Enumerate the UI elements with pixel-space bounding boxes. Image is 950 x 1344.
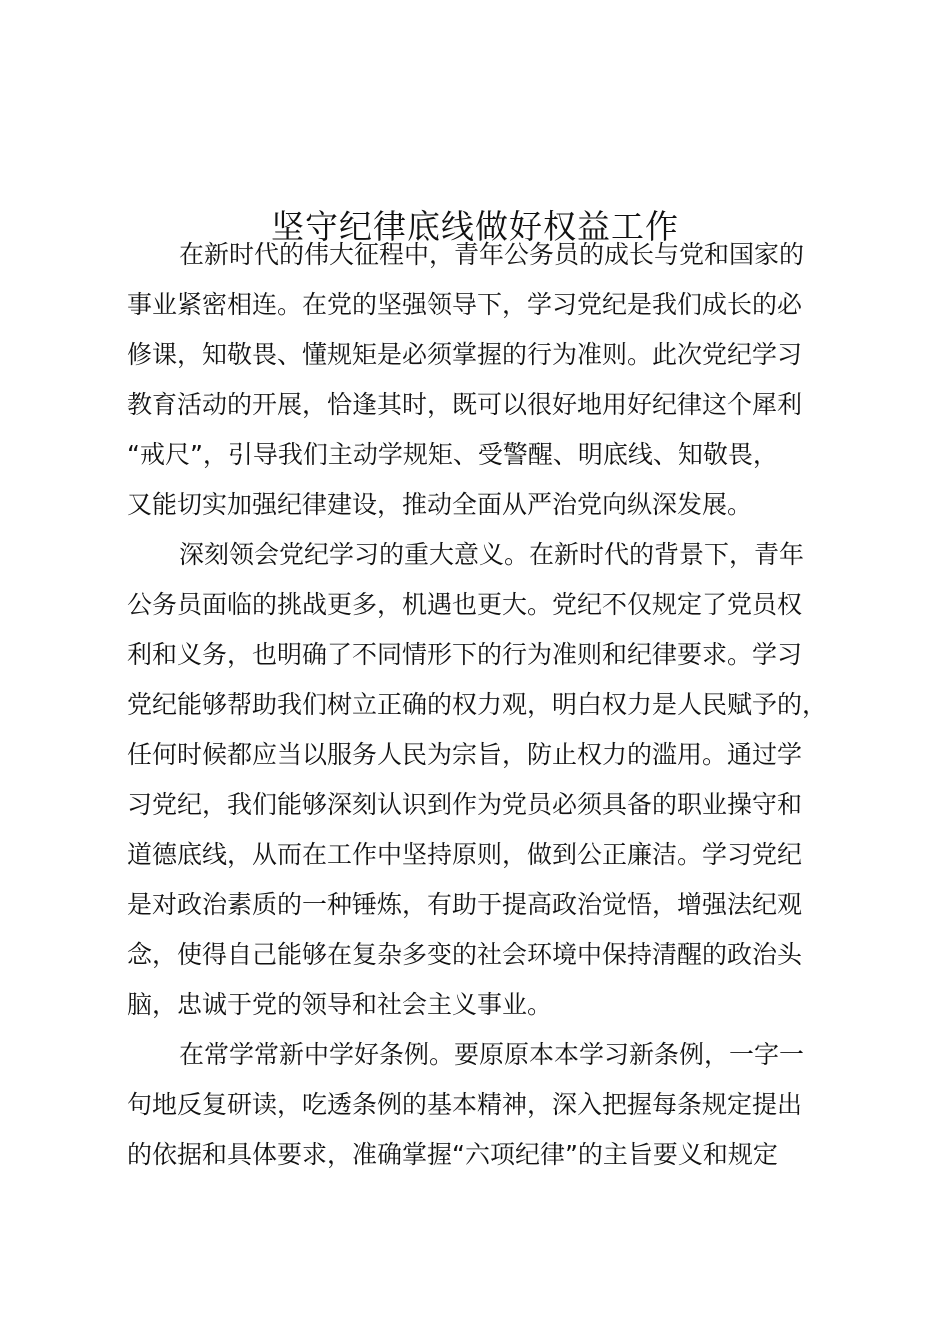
paragraph-3: [127, 1030, 847, 1180]
text-line: 事业紧密相连。在党的坚强领导下，学习党纪是我们成长的必: [127, 290, 803, 319]
text-line: 深刻领会党纪学习的重大意义。在新时代的背景下，青年: [179, 540, 805, 569]
text-line: 习党纪，我们能够深刻认识到作为党员必须具备的职业操守和: [127, 790, 803, 819]
text-line: 公务员面临的挑战更多，机遇也更大。党纪不仅规定了党员权: [127, 590, 803, 619]
text-line: 在常学常新中学好条例。要原原本本学习新条例，一字一: [179, 1040, 805, 1069]
text-line: 又能切实加强纪律建设，推动全面从严治党向纵深发展。: [127, 490, 753, 519]
text-line: 党纪能够帮助我们树立正确的权力观，明白权力是人民赋予的，: [127, 690, 828, 719]
text-line: “戒尺”，引导我们主动学规矩、受警醒、明底线、知敬畏，: [127, 440, 778, 469]
text-line: 利和义务，也明确了不同情形下的行为准则和纪律要求。学习: [127, 640, 803, 669]
document-body: [127, 230, 847, 1180]
text-line: 在新时代的伟大征程中，青年公务员的成长与党和国家的: [179, 240, 805, 269]
text-line: 是对政治素质的一种锤炼，有助于提高政治觉悟，增强法纪观: [127, 890, 803, 919]
text-line: 的依据和具体要求，准确掌握“六项纪律”的主旨要义和规定: [127, 1140, 778, 1169]
text-line: 任何时候都应当以服务人民为宗旨，防止权力的滥用。通过学: [127, 740, 803, 769]
text-line: 句地反复研读，吃透条例的基本精神，深入把握每条规定提出: [127, 1090, 803, 1119]
text-line: 道德底线，从而在工作中坚持原则，做到公正廉洁。学习党纪: [127, 840, 803, 869]
text-line: 教育活动的开展，恰逢其时，既可以很好地用好纪律这个犀利: [127, 390, 803, 419]
text-line: 修课，知敬畏、懂规矩是必须掌握的行为准则。此次党纪学习: [127, 340, 803, 369]
text-line: 念，使得自己能够在复杂多变的社会环境中保持清醒的政治头: [127, 940, 803, 969]
document-title: 坚守纪律底线做好权益工作: [271, 207, 679, 247]
paragraph-1: [127, 230, 847, 530]
paragraph-2: [127, 530, 847, 1030]
text-line: 脑，忠诚于党的领导和社会主义事业。: [127, 990, 553, 1019]
